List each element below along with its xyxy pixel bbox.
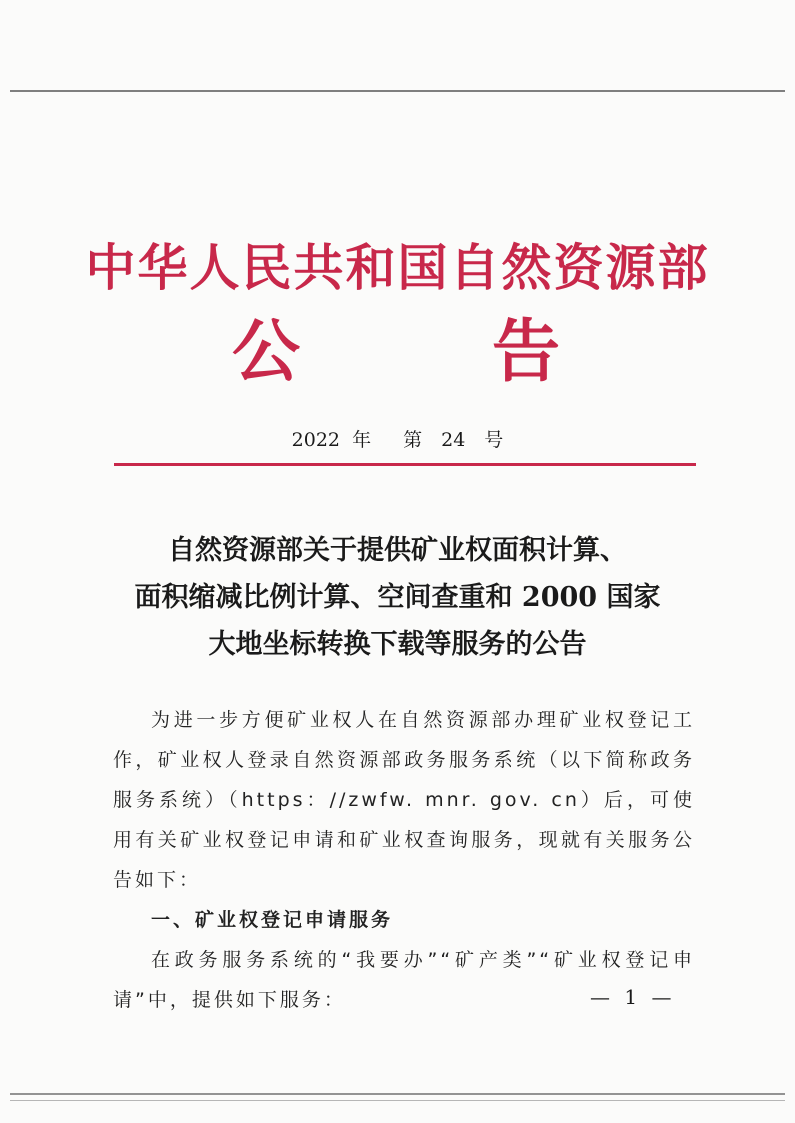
title-line-2: 面积缩减比例计算、空间查重和 2000 国家	[134, 582, 661, 613]
document-title	[0, 527, 795, 668]
document-body	[113, 700, 695, 1020]
issuer-name: 中华人民共和国自然资源部	[85, 239, 710, 297]
body-paragraph-2: 在政务服务系统的“我要办”“矿产类”“矿业权登记申请”中，提供如下服务：	[113, 949, 695, 1011]
red-separator-line	[114, 463, 696, 466]
document-type	[0, 298, 795, 392]
document-number	[0, 425, 795, 452]
document-year: 2022 年	[291, 429, 372, 451]
top-scan-rule	[10, 90, 785, 92]
title-line-1: 自然资源部关于提供矿业权面积计算、	[168, 535, 627, 566]
bottom-scan-rule-2	[10, 1100, 785, 1101]
title-line-3: 大地坐标转换下载等服务的公告	[208, 629, 587, 660]
bottom-scan-rule	[10, 1093, 785, 1095]
section-heading-1: 一、矿业权登记申请服务	[151, 909, 394, 931]
page-number: — 1 —	[590, 985, 676, 1009]
document-type-char-1: 公	[232, 313, 301, 392]
document-type-char-2: 告	[492, 313, 561, 392]
body-paragraph-1: 为进一步方便矿业权人在自然资源部办理矿业权登记工作，矿业权人登录自然资源部政务服务系统（以下简称政务服务系统）（https：//zwfw. mnr. gov. cn）后，可使用有关矿业权登记申请和矿业权查询服务，现就有关服务公告如下：	[113, 709, 695, 891]
document-serial: 第 24 号	[403, 429, 504, 451]
